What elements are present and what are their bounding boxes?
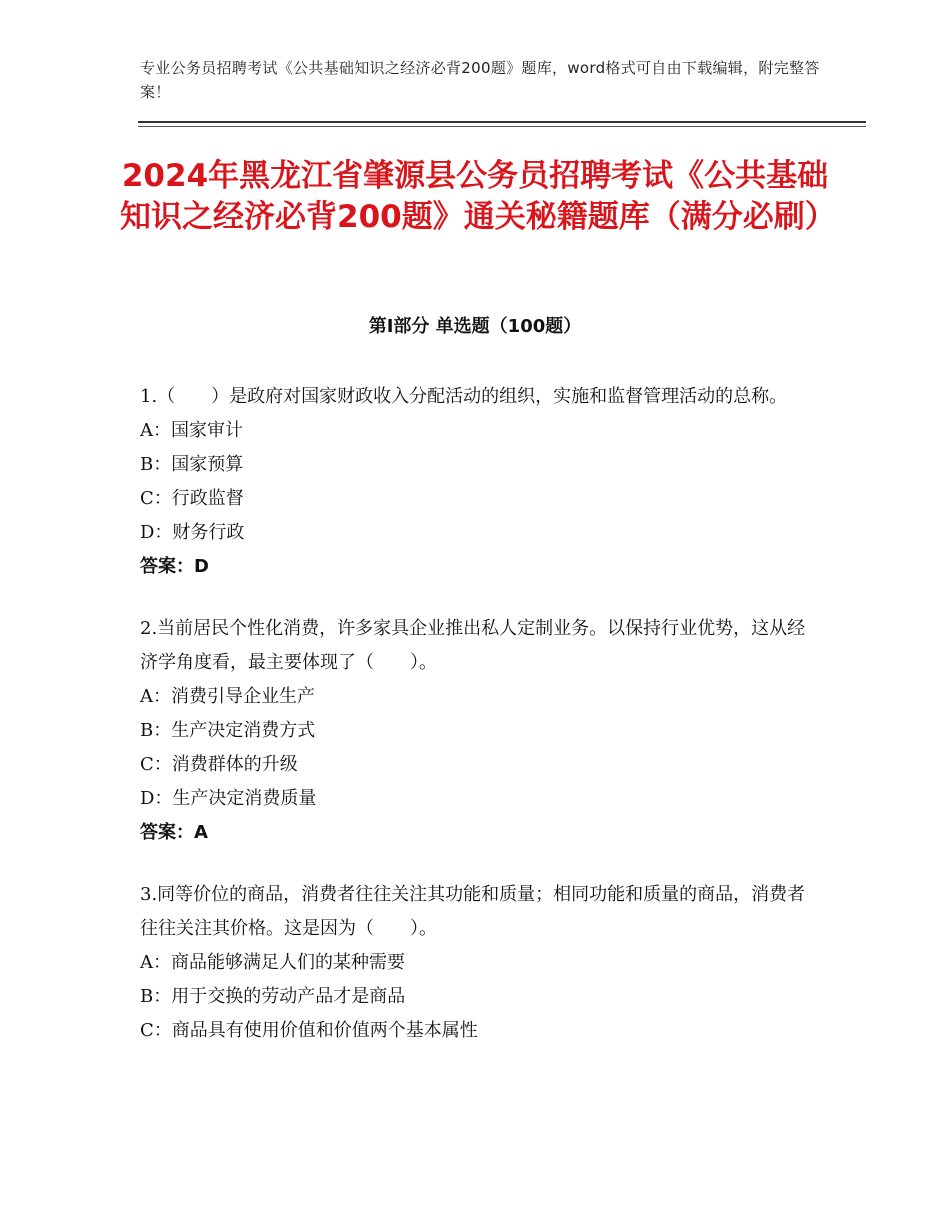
section-heading: 第I部分 单选题（100题）: [368, 316, 582, 337]
option-a: A：商品能够满足人们的某种需要: [140, 952, 405, 973]
question-text: 1.（ ）是政府对国家财政收入分配活动的组织，实施和监督管理活动的总称。: [140, 386, 788, 407]
question-3: [140, 878, 820, 1048]
header-rule-thin: [138, 126, 866, 127]
question-list: [140, 380, 820, 1076]
option-a: A：消费引导企业生产: [140, 686, 315, 707]
answer: 答案：A: [140, 822, 208, 843]
option-c: C：消费群体的升级: [140, 754, 298, 775]
question-text: 2.当前居民个性化消费，许多家具企业推出私人定制业务。以保持行业优势，这从经济学角度看，最主要体现了（ ）。: [140, 618, 806, 673]
option-a: A：国家审计: [140, 420, 243, 441]
option-d: D：生产决定消费质量: [140, 788, 317, 809]
question-text: 3.同等价位的商品，消费者往往关注其功能和质量；相同功能和质量的商品，消费者往往关注其价格。这是因为（ ）。: [140, 884, 806, 939]
option-b: B：国家预算: [140, 454, 244, 475]
option-c: C：商品具有使用价值和价值两个基本属性: [140, 1020, 478, 1041]
option-b: B：生产决定消费方式: [140, 720, 316, 741]
question-1: [140, 380, 820, 584]
answer: 答案：D: [140, 556, 209, 577]
option-c: C：行政监督: [140, 488, 244, 509]
header-note: 专业公务员招聘考试《公共基础知识之经济必背200题》题库，word格式可自由下载编辑，附完整答案！: [140, 59, 820, 101]
document-title: 2024年黑龙江省肇源县公务员招聘考试《公共基础知识之经济必背200题》通关秘籍题库（满分必刷）: [120, 158, 836, 235]
header-rule-thick: [138, 121, 866, 123]
option-b: B：用于交换的劳动产品才是商品: [140, 986, 406, 1007]
question-2: [140, 612, 820, 850]
option-d: D：财务行政: [140, 522, 245, 543]
